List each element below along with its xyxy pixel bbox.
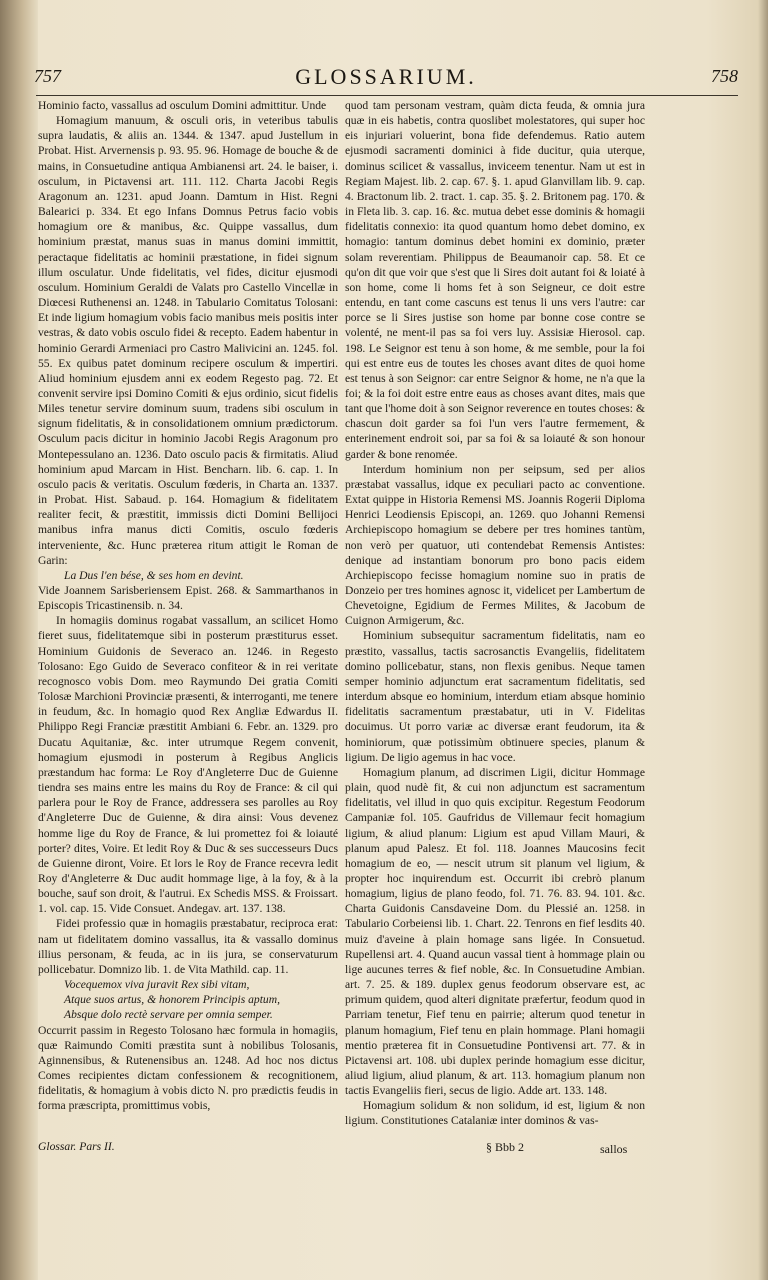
paragraph: In homagiis dominus rogabat vassallum, an scilicet Homo fieret suus, fidelitatemque sibi in posterum præstiturus esset. Hominium Guidonis de Severaco an. 1246. in Regesto Tolosano: Ego Guido de Severaco confiteor & in rei veritate recognosco vobis Dom. meo Raymundo Dei gratia Comiti Tolosæ Marchioni Provinciæ præsenti, & interroganti, me tenere in feudum, &c. In homagio quod Rex Angliæ Edwardus II. Philippo Regi Franciæ præstitit Ambiani 6. Febr. an. 1329. pro Ducatu Aquitaniæ, &c. inter utrumque Regem convenit, homagium ejusmodi in posterum à Regibus Anglicis præstandum hac forma: Le Roy d'Angleterre Duc de Guienne tiendra ses mains entre les mains du Roy de France: & cil qui parlera pour le Roy de France, addressera ses parolles au Roy d'Angleterre Duc de Guienne, & dira ainsi: Vous devenez homme lige du Roy de France, & lui promettez foi & loiauté porter? dites, Voire. Et ledit Roy & Duc & ses successeurs Ducs de Guienne diront, Voire. Et lors le Roy de France recevra ledit Roy d'Angleterre & Duc audit hommage lige, à la foy, & à la bouche, sauf son droit, & l'autrui. Ex Schedis MSS. & Froissart. 1. vol. cap. 15. Vide Consuet. Andegav. art. 137. 138. (38, 614, 338, 916)
verse-line: Vocequemox viva juravit Rex sibi vitam, (64, 978, 250, 992)
verse-line: Atque suos artus, & honorem Principis aptum, (64, 993, 280, 1007)
catchword: sallos (600, 1142, 628, 1156)
paragraph: Hominium subsequitur sacramentum fidelitatis, nam eo præstito, vassallus, tactis sacrosanctis Evangeliis, fidelitatem domino pollicebatur, stans, non flexis genibus. Neque tamen semper hominio adjunctum erat sacramentum fidelitatis, sed interdum absque eo hominium, interdum etiam absque hominio fidelitatis sacramentum præstabatur, uti in V. Fidelitas docuimus. Ut porro variæ ac diversæ erant feudorum, ita & hominiorum, quæ potissimùm obtinuere species, planum & ligium. De ligio agemus in hac voce. (345, 629, 645, 764)
page-number-left: 757 (34, 66, 61, 86)
paragraph: Homagium manuum, & osculi oris, in veteribus tabulis supra laudatis, & aliis an. 1344. & 1347. apud Justellum in Probat. Hist. Arvernensis p. 93. 95. 96. Homage de bouche & de mains, in Consuetudine antiqua Ambianensi art. 24. le baiser, i. osculum, in Pictavensi art. 111. 112. Charta Jacobi Regis Aragonum an. 1231. apud Joann. Damtum in Hist. Regni Balearici p. 334. Et ego Infans Domnus Petrus facio vobis homagium ore & manibus, &c. Quippe vassallus, dum hominium præstat, manus suas in manus domini immittit, peractaque fidelitatis ac hominii præstatione, in fidei signum illum osculatur. Unde fidelitatis, vel fides, dicitur ejusmodi osculum. Hominium Geraldi de Valats pro Castello Vincellæ in Diœcesi Ruthenensi an. 1248. in Tabulario Comitatus Tolosani: Et inde ligium homagium vobis facio manibus meis positis inter vestras, & dato vobis osculo fidei & recepto. Eadem habentur in hominio Gerardi Armeniaci pro Castro Malivicini an. 1245. fol. 55. Ex quibus patet dominum recipere osculum & impertiri. Aliud hominium ejusdem anni ex eodem Regesto pag. 72. Et convenit servire ipsi Domino Comiti & ejus ordinio, sicut fidelis Miles tenetur servire dominum suum, tradens sibi osculum in signum fidelitatis, & in consolidationem omnium prædictorum. Osculum pacis dicitur in hominio Jacobi Regis Aragonum pro Montepessulano an. 1236. Dato osculo pacis & firmitatis. Aliud hominium apud Marcam in Hist. Bencharn. lib. 6. cap. 1. In osculo pacis & veritatis. Osculum fœderis, in Charta an. 1337. in Probat. Hist. Sabaud. p. 164. Homagium & fidelitatem realiter fecit, & præstitit, immissis dicti Domini Bellijoci manibus infra manus dicti Comitis, osculo fœderis interveniente, &c. Hunc præterea ritum attigit le Roman de Garin: (38, 114, 338, 567)
header-rule (36, 95, 738, 96)
paragraph: Homagium planum, ad discrimen Ligii, dicitur Hommage plain, quod nudè fit, & cui non adjunctum est sacramentum fidelitatis, vel illud in quo quis excipitur. Regestum Feodorum Campaniæ fol. 105. Gaufridus de Villemaur fecit homagium ligium, & aliud planum: Ligium est apud Villam Mauri, & planum apud Palesz. Et fol. 118. Joannes Maucosins fecit homagium de eo, — nescit utrum sit planum vel ligium, & propter hoc inquirendum est. Occurrit ibi crebrò planum homagium, ligius de plano feodo, fol. 71. 76. 83. 94. 101. &c. Charta Guidonis Cansdaveine Dom. du Plessié an. 1258. in Tabulario Corbeiensi lib. 1. Chart. 22. Tenrons en fief lesdits 40. muiz d'aveine à plain homage sans ligée. In Consuetud. Rupellensi art. 4. Quand aucun vassal tient à hommage plain ou lige aucunes terres & fief noble, &c. In Consuetudine Ambian. art. 7. 25. & 189. duplex genus feodorum observare est, ac primum quidem, quod alteri dignitate præfertur, feodum quod in Parriam tenetur, Fief tenu en pairrie; alterum quod tenetur in planum homagium, Fief tenu en plain hommage. Plani homagii mentio præterea fit in Consuetudine Pontivensi art. 77. & in Pictavensi art. 108. ubi duplex perinde homagium esse dicitur, aliud ligium, aliud planum, & art. 113. homagium planum non tactis Evangeliis fieri, secus de ligio. Adde art. 133. 148. (345, 765, 645, 1098)
verse-line: La Dus l'en bése, & ses hom en devint. (64, 568, 244, 582)
page-number-right: 758 (711, 66, 738, 86)
paragraph: quod tam personam vestram, quàm dicta feuda, & omnia jura quæ in eis habetis, contra quoslibet molestatores, qui super hoc eis injuriari voluerint, bona fide defendemus. Ratio autem ejusmodi sacramenti dominici à fide ducitur, quia uterque, dominus scilicet & vassallus, inviceem tenentur. Nam ut est in Regiam Majest. lib. 2. cap. 67. §. 1. apud Glanvillam lib. 9. cap. 4. Bractonum lib. 2. tract. 1. cap. 35. §. 2. Britonem pag. 170. & in Fleta lib. 3. cap. 16. &c. mutua debet esse dominis & homagii fidelitatis connexio: ita quod quantum homo debet domino, ex homagio: tantum dominus debet homini ex dominio, præter solam reverentiam. Philippus de Beaumanoir cap. 58. Et ce qu'on dit que voir que s'est que li Sires doit autant foi & loiaté à son home, come li homs fet à son Seigneur, ce doit estre entendu, en tant come cascuns est tenus li uns vers l'autre: car porce se li Sires justise son home par bonne cose contre se volenté, ne ment-il pas sa foi vers luy. Assisiæ Hierosol. cap. 198. Le Seignor est tenu à son home, & me semble, pour la foi qui est entre eus de toutes les choses avant dites de quoi home est tenus à son Seignor: car entre Seignor & home, ne n'a que la foi; & la foi doit estre entre eaus as choses avant dites, mais que tant que l'home doit à son Seignor reverence en toutes choses: & chascun doit garder sa foi l'un vers l'autre fermement, & enterinement endroit soi, par sa foi & sa loiauté & son honour garder & bone renomée. (345, 99, 645, 461)
paragraph: Homagium solidum & non solidum, id est, ligium & non ligium. Constitutiones Catalaniæ inter dominos & vas- (345, 1099, 645, 1128)
right-column (345, 98, 645, 1129)
paragraph: Vide Joannem Sarisberiensem Epist. 268. & Sammarthanos in Episcopis Tricastinensib. n. 34. (38, 584, 338, 613)
paragraph: Fidei professio quæ in homagiis præstabatur, reciproca erat: nam ut fidelitatem domino vassallus, ita & vassallo dominus illius personam, & feuda, ac in iis jura, se conservaturum pollicebatur. Domnizo lib. 1. de Vita Mathild. cap. 11. (38, 917, 338, 976)
page-header (34, 64, 738, 94)
paragraph: Hominio facto, vassallus ad osculum Domini admittitur. Unde (38, 99, 327, 112)
paragraph: Interdum hominium non per seipsum, sed per alios præstabat vassallus, idque ex peculiari pacto ac conventione. Extat quippe in Historia Remensi MS. Joannis Rogerii Diploma Henrici Leodiensis Episcopi, an. 1269. quo Johanni Remensi Archiepiscopo homagium se debere per tres homines tantùm, non verò per quatuor, uti contendebat Remensis Antistes: denique ad instantiam bonorum pro bono pacis eidem Archiepiscopo fecisse homagium nomine suo in pratis de Donzeio per tres homines agnosc it, videlicet per Lambertum de Chevetoigne, Egidium de Fermes Milites, & Jacobum de Cuignon Armigerum, &c. (345, 462, 645, 628)
page-shadow (758, 0, 768, 1280)
running-title: GLOSSARIUM. (295, 64, 477, 89)
binding-edge (0, 0, 38, 1280)
signature-mark: § Bbb 2 (486, 1140, 525, 1154)
paragraph: Occurrit passim in Regesto Tolosano hæc formula in homagiis, quæ Raimundo Comiti præstita sunt à nobilibus Tolosanis, Aginnensibus, & Rutenensibus an. 1248. Ad hoc nos dictus Comes recipientes dictam confessionem & recognitionem, fidelitatis, & homagium à vobis dicto N. pro prædictis feudis in forma præscripta, promittimus vobis, (38, 1023, 338, 1113)
signature-left: Glossar. Pars II. (38, 1140, 115, 1153)
verse-line: Absque dolo rectè servare per omnia semper. (64, 1008, 273, 1022)
left-column (38, 98, 338, 1113)
